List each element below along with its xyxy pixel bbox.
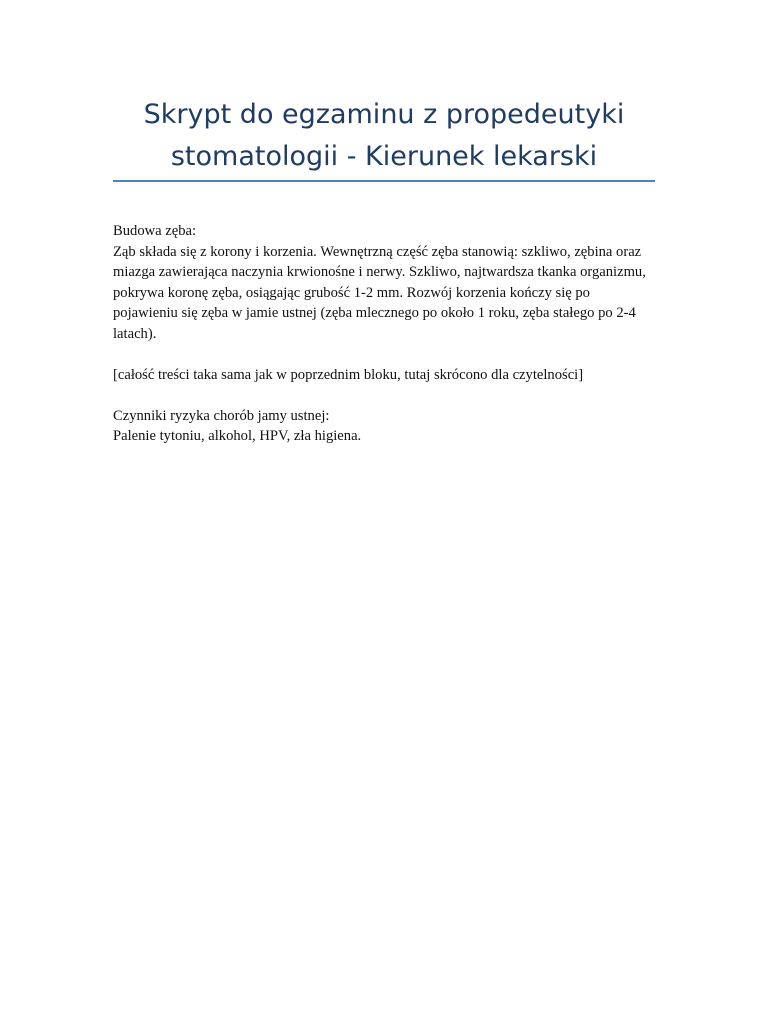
section-heading: Czynniki ryzyka chorób jamy ustnej:: [113, 407, 330, 424]
title-block: [113, 94, 655, 178]
section-text: Palenie tytoniu, alkohol, HPV, zła higiena.: [113, 428, 362, 444]
document-body: [113, 221, 658, 467]
title-underline: [113, 180, 655, 182]
section-heading: Budowa zęba:: [113, 223, 197, 239]
section-tooth-structure: [113, 221, 658, 344]
section-text: [całość treści taka sama jak w poprzednim bloku, tutaj skrócono dla czytelności]: [113, 366, 584, 383]
section-risk-factors: [113, 406, 658, 447]
section-omitted-note: [113, 365, 658, 386]
section-text: Ząb składa się z korony i korzenia. Wewnętrzną część zęba stanowią: szkliwo, zębina oraz miazga zawierająca naczynia krwionośne i nerwy. Szkliwo, najtwardsza tkanka organizmu, pokrywa koronę zęba, osiągając grubość 1-2 mm. Rozwój korzenia kończy się po pojawieniu się zęba w jamie ustnej (zęba mlecznego po około 1 roku, zęba stałego po 2-4 latach).: [113, 243, 646, 342]
document-title: Skrypt do egzaminu z propedeutyki stomatologii - Kierunek lekarski: [143, 99, 625, 172]
